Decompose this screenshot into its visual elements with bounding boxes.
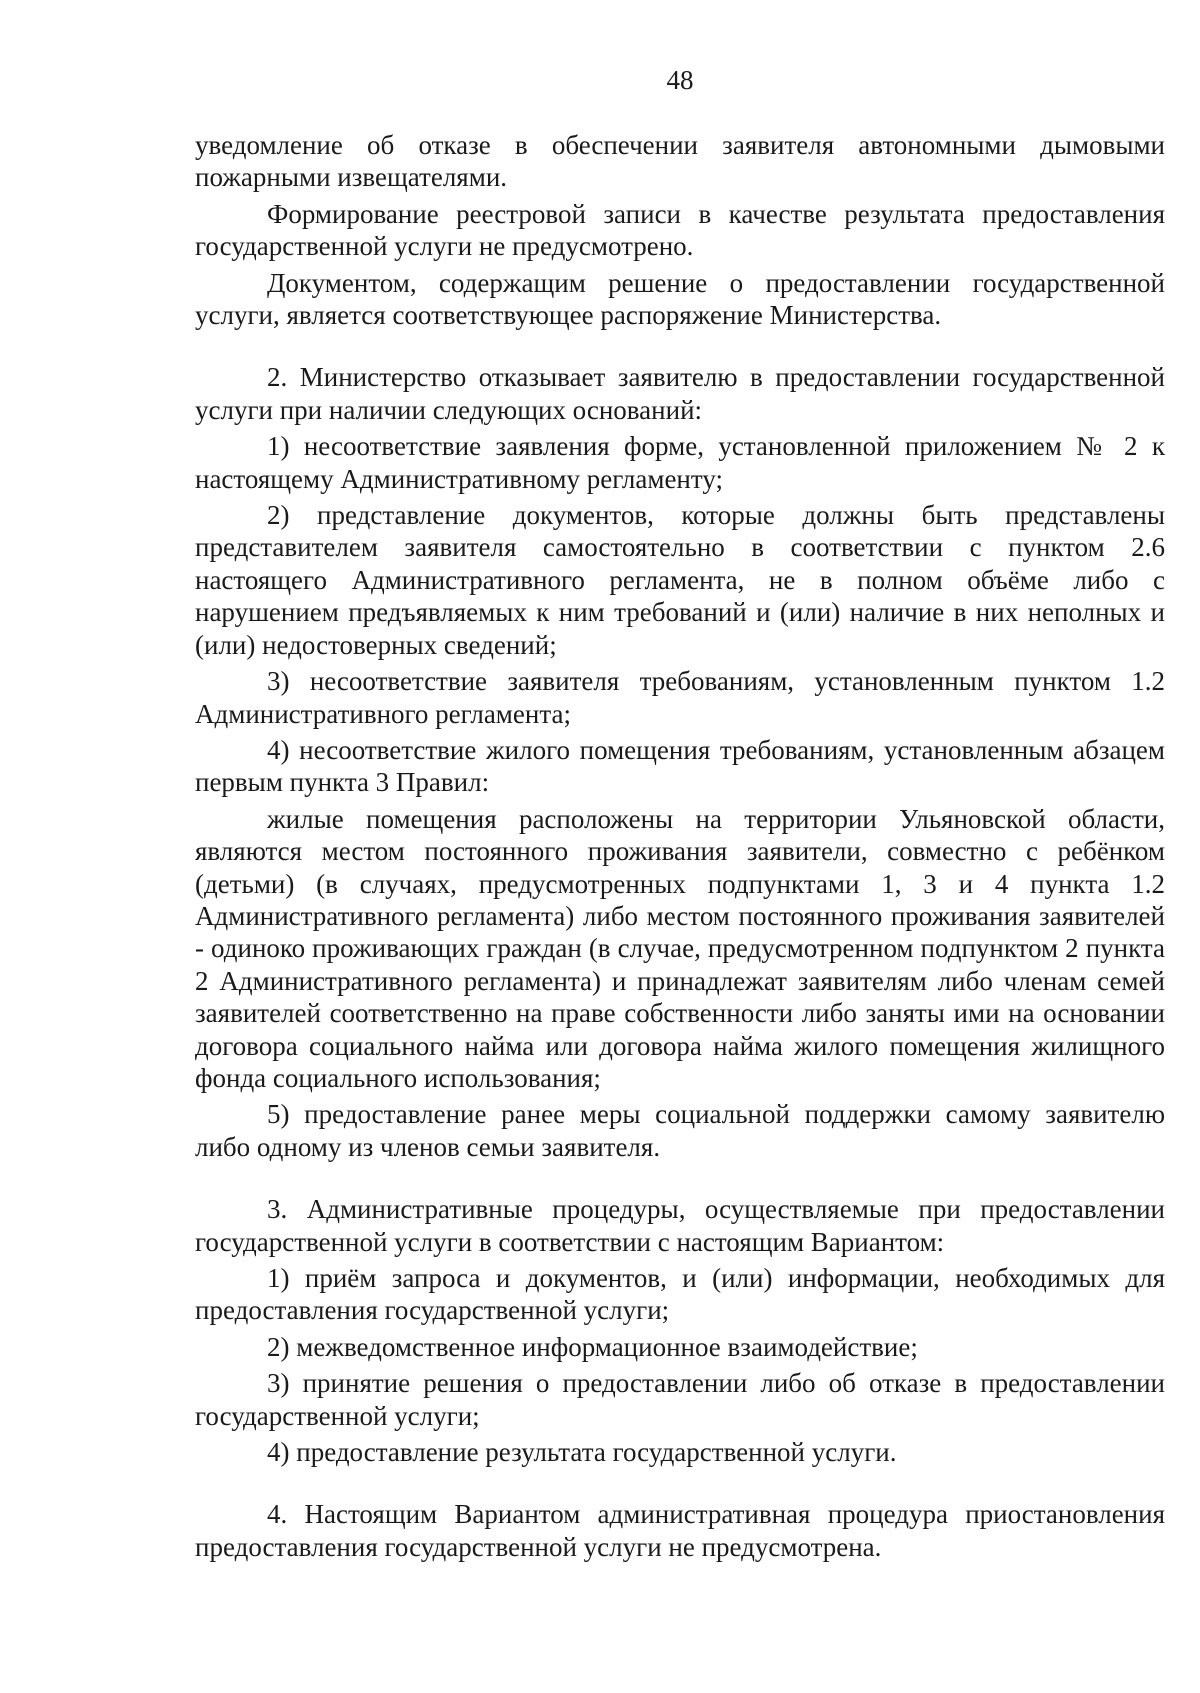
- refusal-ground-2: 2) представление документов, которые должны быть представлены представителем заявителя самостоятельно в соответствии с пунктом 2.6 настоящего Административного регламента, не в полном объёме либо с нарушением предъявляемых к ним требований и (или) наличие в них неполных и (или) недостоверных сведений;: [195, 500, 1165, 660]
- procedure-4: 4) предоставление результата государственной услуги.: [267, 1437, 897, 1468]
- paragraph-refusal-notice: уведомление об отказе в обеспечении заявителя автономными дымовыми пожарными извещателями.: [195, 130, 1165, 193]
- procedure-2: 2) межведомственное информационное взаимодействие;: [267, 1331, 918, 1362]
- procedure-1: 1) приём запроса и документов, и (или) информации, необходимых для предоставления государственной услуги;: [195, 1263, 1165, 1326]
- section-2-heading: 2. Министерство отказывает заявителю в предоставлении государственной услуги при наличии следующих оснований:: [195, 362, 1165, 425]
- paragraph-registry-record: Формирование реестровой записи в качестве результата предоставления государственной услуги не предусмотрено.: [195, 198, 1165, 262]
- refusal-ground-5: 5) предоставление ранее меры социальной поддержки самому заявителю либо одному из членов семьи заявителя.: [195, 1099, 1165, 1162]
- refusal-ground-3: 3) несоответствие заявителя требованиям, установленным пунктом 1.2 Административного регламента;: [195, 666, 1165, 729]
- refusal-ground-4-detail: жилые помещения расположены на территории Ульяновской области, являются местом постоянного проживания заявители, совместно с ребёнком (детьми) (в случаях, предусмотренных подпунктами 1, 3 и 4 пункта 1.2 Административного регламента) либо местом постоянного проживания заявителей - одиноко проживающих граждан (в случае, предусмотренном подпунктом 2 пункта 2 Административного регламента) и принадлежат заявителям либо членам семей заявителей соответственно на праве собственности либо заняты ими на основании договора социального найма или договора найма жилого помещения жилищного фонда социального использования;: [195, 803, 1165, 1093]
- document-body: [195, 129, 1165, 1563]
- page-number: 48: [666, 65, 694, 95]
- section-4-paragraph: 4. Настоящим Вариантом административная процедура приостановления предоставления государственной услуги не предусмотрена.: [195, 1499, 1165, 1562]
- procedure-3: 3) принятие решения о предоставлении либо об отказе в предоставлении государственной услуги;: [195, 1368, 1165, 1431]
- refusal-ground-4: 4) несоответствие жилого помещения требованиям, установленным абзацем первым пункта 3 Правил:: [195, 734, 1165, 798]
- section-3-heading: 3. Административные процедуры, осуществляемые при предоставлении государственной услуги в соответствии с настоящим Вариантом:: [195, 1194, 1165, 1257]
- paragraph-decision-document: Документом, содержащим решение о предоставлении государственной услуги, является соответствующее распоряжение Министерства.: [195, 267, 1165, 331]
- refusal-ground-1: 1) несоответствие заявления форме, установленной приложением № 2 к настоящему Административному регламенту;: [195, 431, 1165, 494]
